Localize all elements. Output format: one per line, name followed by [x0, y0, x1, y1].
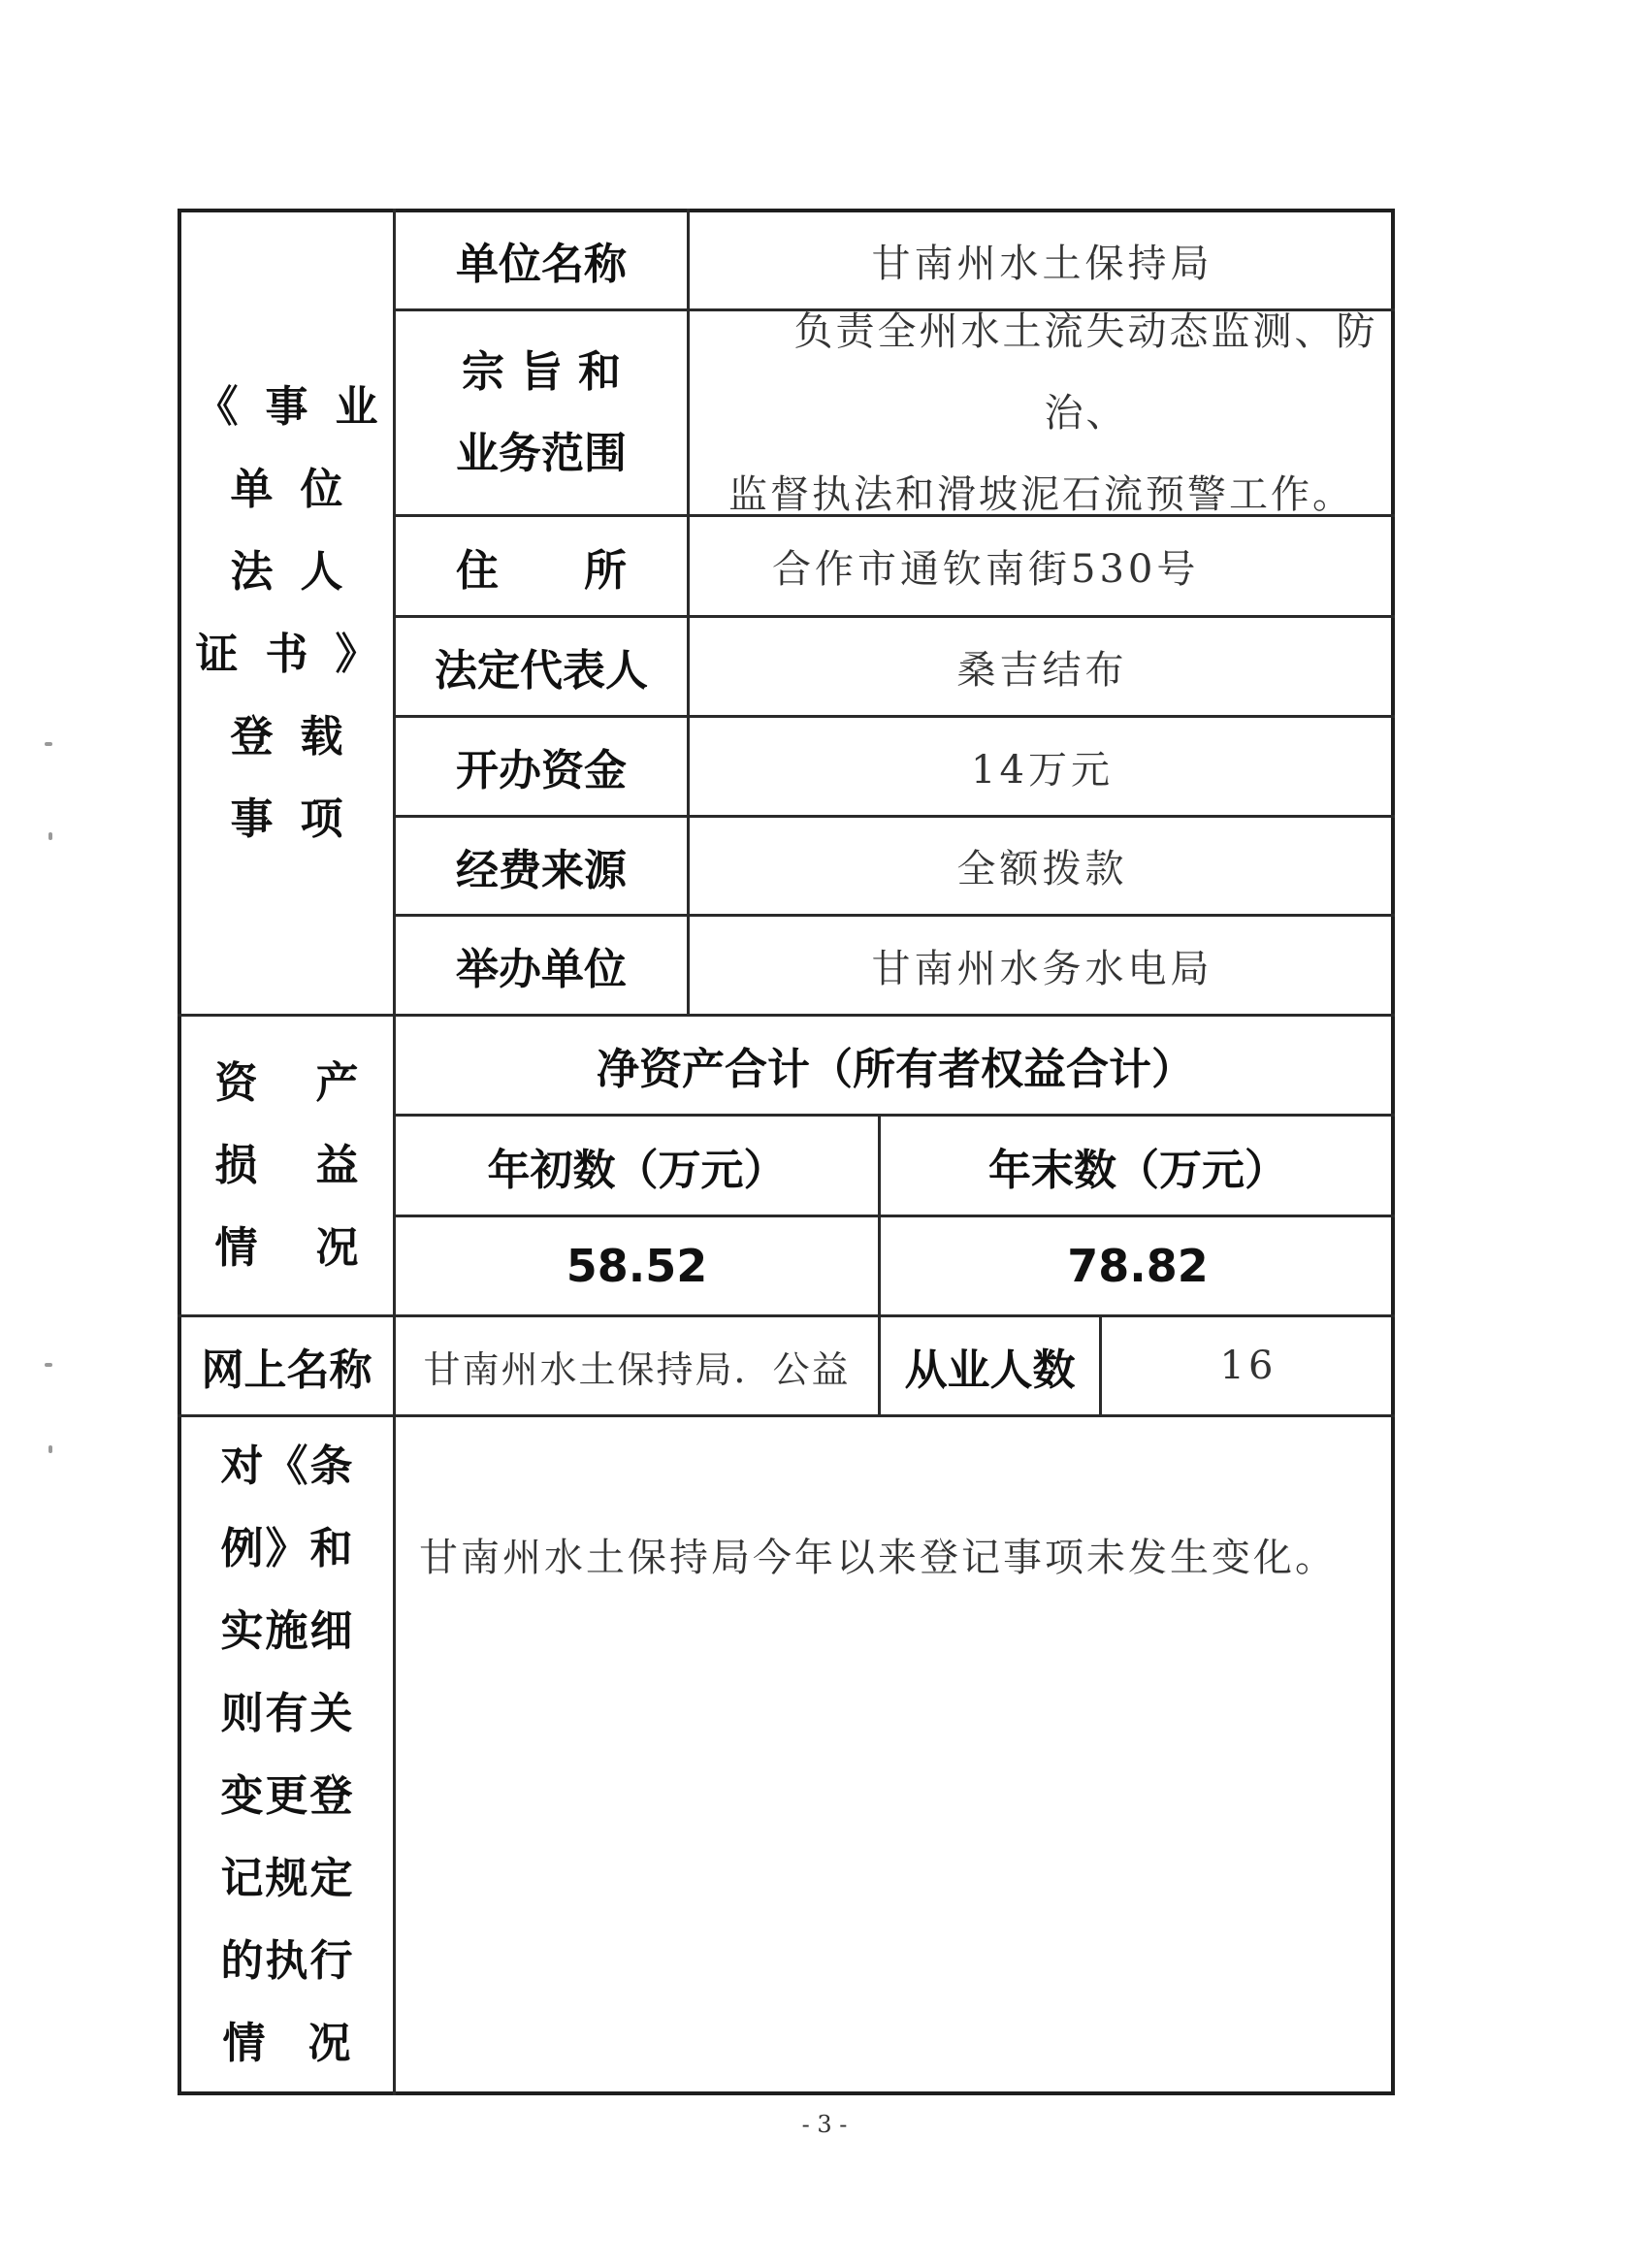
scan-speck [48, 1445, 52, 1453]
page-number: - 3 - [801, 2111, 848, 2138]
change-registration-content: 甘南州水土保持局今年以来登记事项未发生变化。 [419, 1536, 1337, 1580]
capital-value: 14万元 [971, 747, 1114, 793]
sponsor-value: 甘南州水务水电局 [871, 946, 1213, 991]
begin-year-value: 58.52 [566, 1240, 708, 1292]
label-line: 资产 [214, 1058, 417, 1108]
unit-name-header: 单位名称 [456, 240, 627, 289]
address-value: 合作市通钦南街530号 [772, 547, 1200, 592]
unit-name-value: 甘南州水土保持局 [871, 241, 1213, 286]
address-header: 住 所 [456, 545, 627, 596]
staff-count-value: 16 [1219, 1344, 1277, 1388]
end-year-value: 78.82 [1067, 1240, 1209, 1292]
label-line: 对《条 [220, 1442, 355, 1491]
label-line: 单位 [230, 464, 371, 514]
header-line: 业务范围 [456, 428, 627, 478]
end-year-header: 年末数（万元） [988, 1145, 1287, 1195]
funding-source-value: 全额拨款 [956, 847, 1128, 891]
scan-speck [48, 832, 52, 840]
online-name-value: 甘南州水土保持局．公益 [423, 1347, 851, 1391]
assets-label [180, 1017, 417, 1314]
label-line: 情况 [222, 2019, 394, 2068]
purpose-scope-header [396, 311, 687, 514]
begin-year-header: 年初数（万元） [487, 1145, 787, 1195]
staff-count-label: 从业人数 [904, 1345, 1076, 1395]
legal-rep-value: 桑吉结布 [956, 647, 1128, 693]
header-line: 宗旨和 [462, 346, 636, 397]
value-line: 监督执法和滑坡泥石流预警工作。 [728, 471, 1354, 517]
label-line: 情况 [214, 1223, 417, 1273]
legal-rep-header: 法定代表人 [435, 646, 648, 696]
scan-speck [45, 1363, 52, 1367]
label-line: 登载 [230, 711, 371, 761]
label-line: 证书》 [195, 629, 405, 679]
change-registration-label [180, 1417, 393, 2092]
funding-source-header: 经费来源 [456, 845, 627, 895]
sponsor-header: 举办单位 [456, 945, 627, 994]
label-line: 实施细 [220, 1606, 355, 1656]
label-line: 例》和 [220, 1524, 355, 1573]
label-line: 《事业 [195, 381, 405, 432]
label-line: 记规定 [220, 1854, 355, 1903]
scan-speck [45, 742, 52, 746]
label-line: 损益 [214, 1141, 417, 1190]
online-name-label: 网上名称 [201, 1345, 372, 1395]
label-line: 的执行 [220, 1936, 355, 1986]
purpose-scope-value [690, 308, 1395, 517]
capital-header: 开办资金 [456, 746, 627, 795]
label-line: 则有关 [220, 1689, 355, 1738]
label-line: 法人 [230, 546, 371, 597]
label-line: 事项 [230, 794, 371, 844]
label-line: 变更登 [220, 1771, 355, 1821]
net-assets-header: 净资产合计（所有者权益合计） [597, 1045, 1194, 1094]
certificate-items-label [180, 211, 405, 1014]
value-line: 负责全州水土流失动态监测、防治、 [793, 308, 1378, 436]
